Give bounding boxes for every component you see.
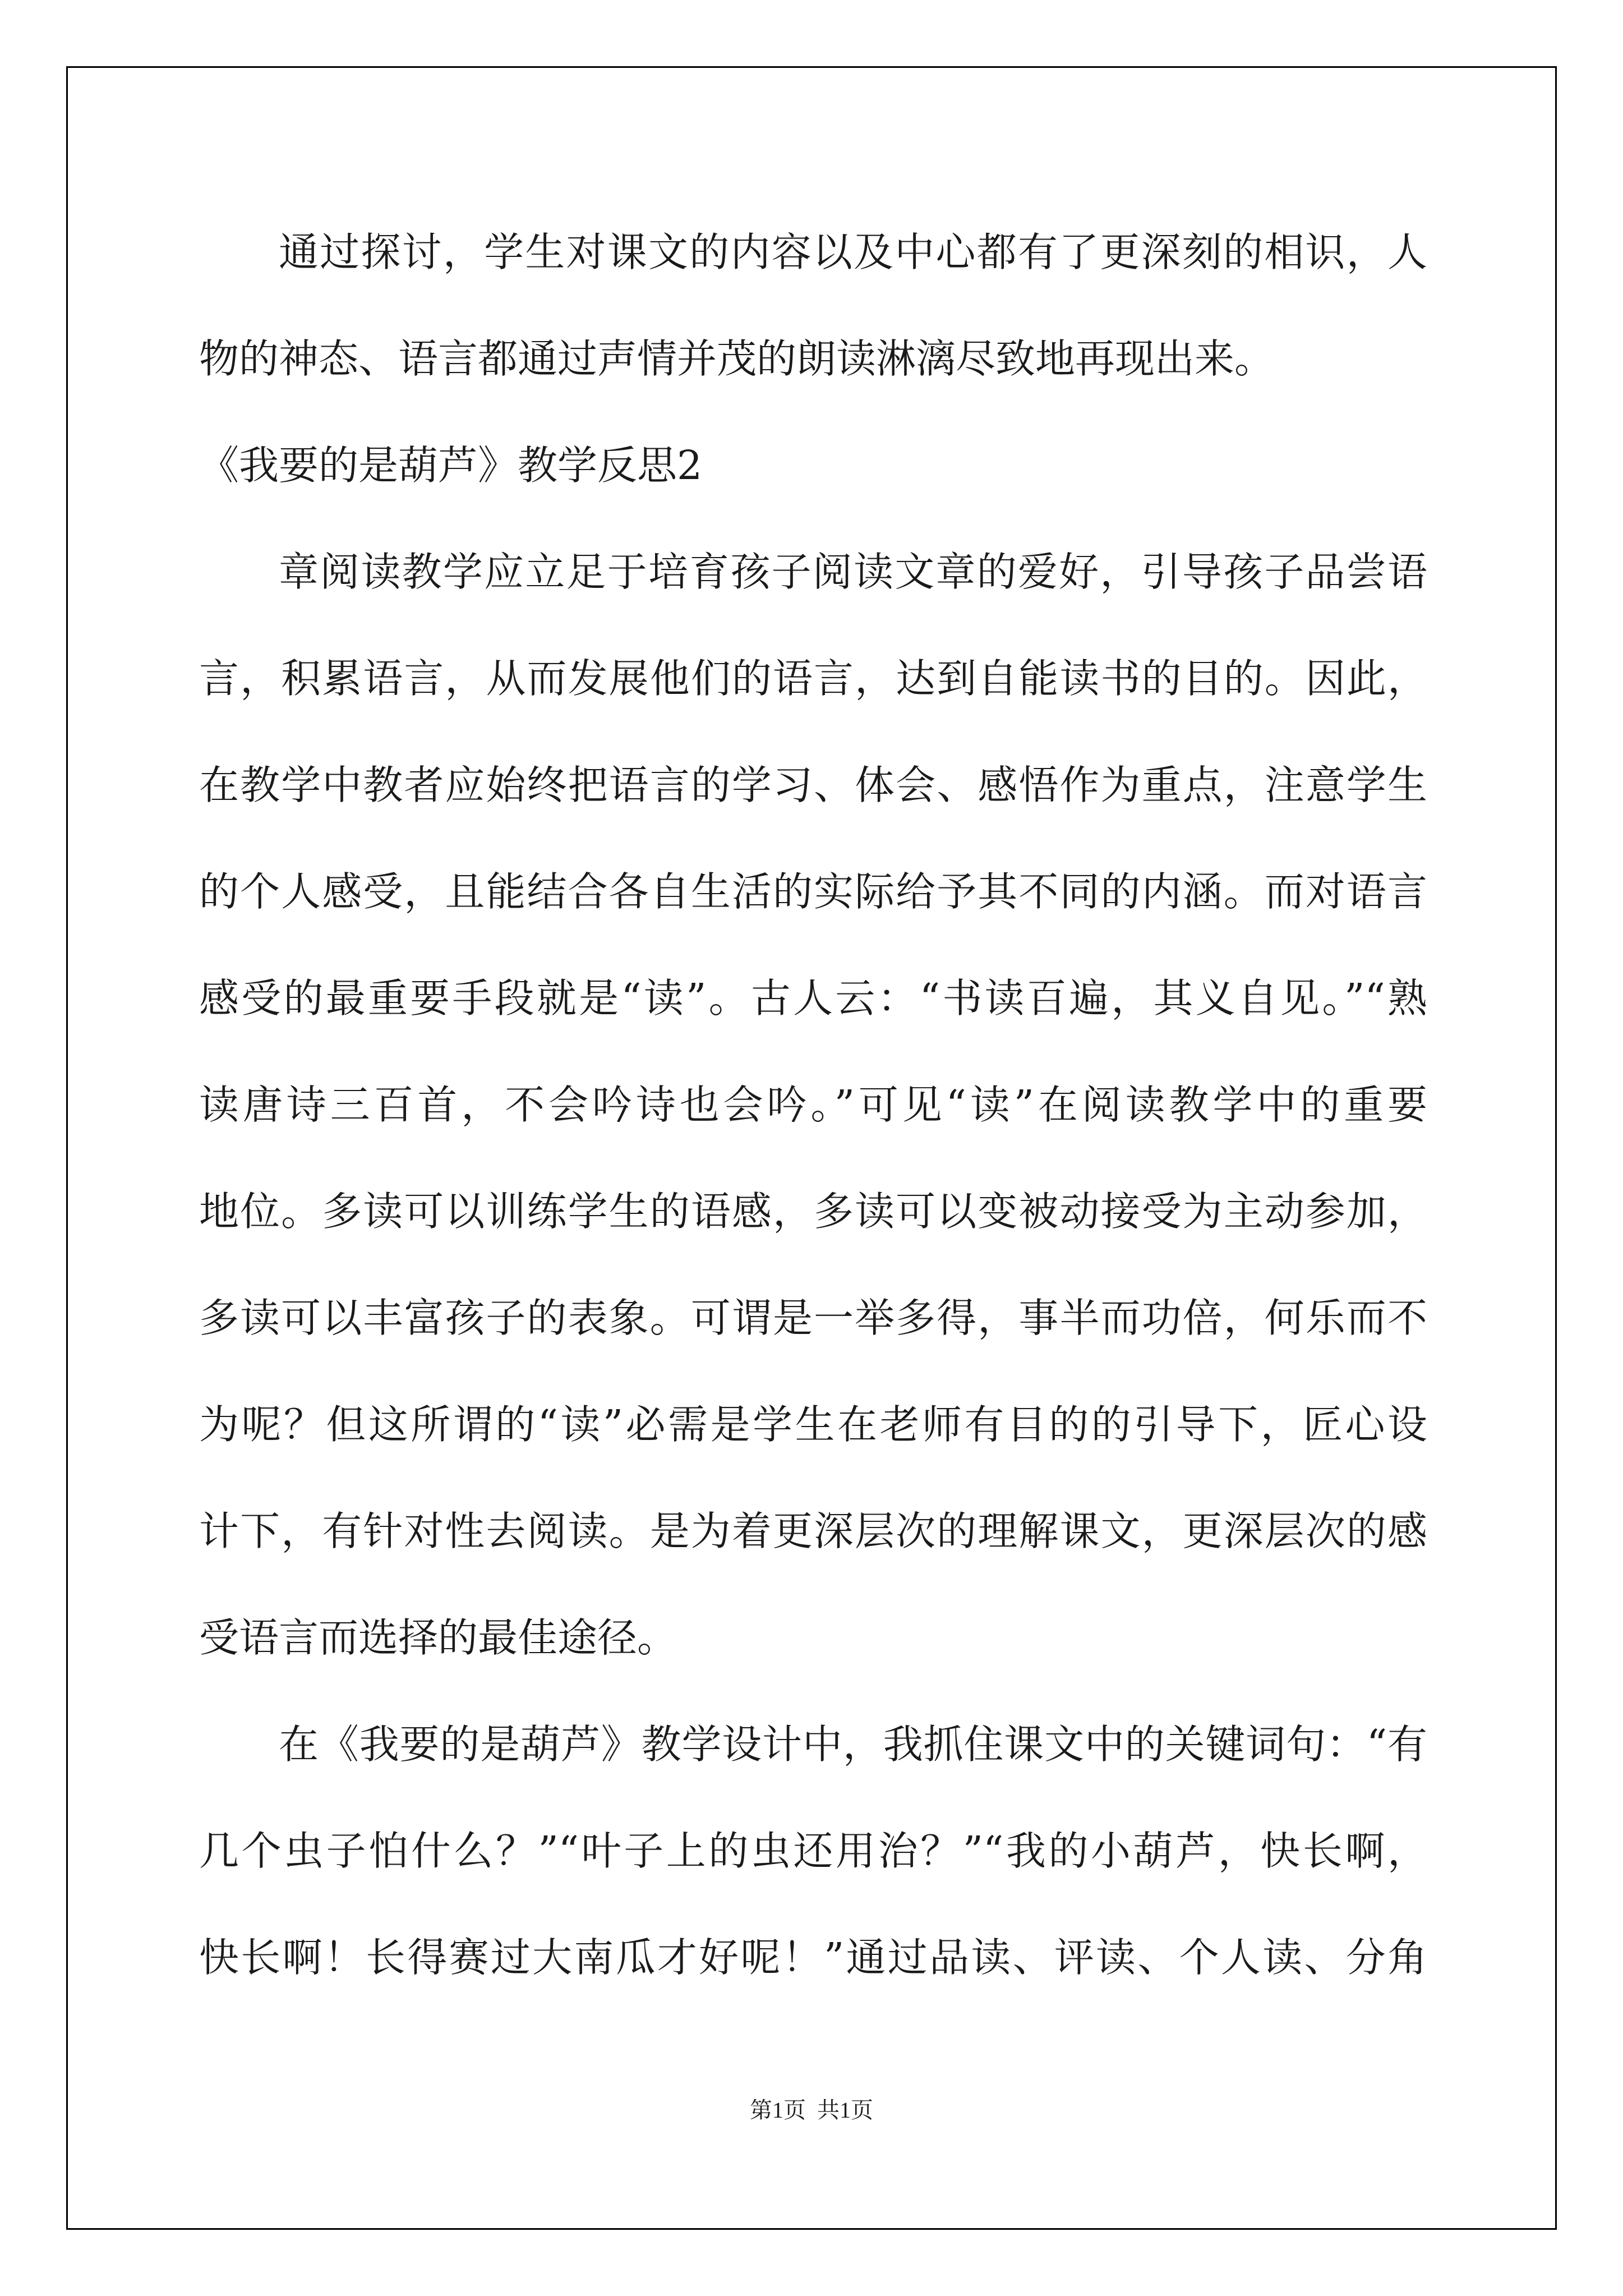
text-line: 章阅读教学应立足于培育孩子阅读文章的爱好，引导孩子品尝语 <box>279 549 1427 595</box>
text-line: 在《我要的是葫芦》教学设计中，我抓住课文中的关键词句：“有 <box>279 1721 1427 1768</box>
section-heading <box>199 412 1427 519</box>
paragraph <box>199 519 1427 1691</box>
text-line: 计下，有针对性去阅读。是为着更深层次的理解课文，更深层次的感 <box>199 1508 1427 1554</box>
text-line: 在教学中教者应始终把语言的学习、体会、感悟作为重点，注意学生 <box>199 762 1427 808</box>
paragraph <box>199 1691 1427 2011</box>
paragraph <box>199 199 1427 412</box>
text-line: 的个人感受，且能结合各自生活的实际给予其不同的内涵。而对语言 <box>199 868 1427 915</box>
page-footer: 第1页 共1页 <box>750 2097 873 2123</box>
text-line: 物的神态、语言都通过声情并茂的朗读淋漓尽致地再现出来。 <box>199 335 1275 382</box>
text-line: 读唐诗三百首，不会吟诗也会吟。”可见“读”在阅读教学中的重要 <box>199 1082 1427 1128</box>
text-line: 几个虫子怕什么？”“叶子上的虫还用治？”“我的小葫芦，快长啊， <box>199 1828 1427 1874</box>
text-line: 感受的最重要手段就是“读”。古人云：“书读百遍，其义自见。”“熟 <box>199 975 1427 1022</box>
text-line: 为呢？但这所谓的“读”必需是学生在老师有目的的引导下，匠心设 <box>199 1401 1427 1448</box>
body-text <box>199 199 1427 2011</box>
text-line: 受语言而选择的最佳途径。 <box>199 1614 677 1661</box>
text-line: 言，积累语言，从而发展他们的语言，达到自能读书的目的。因此， <box>199 655 1427 702</box>
text-line: 通过探讨，学生对课文的内容以及中心都有了更深刻的相识，人 <box>279 229 1427 275</box>
text-line: 地位。多读可以训练学生的语感，多读可以变被动接受为主动参加， <box>199 1188 1427 1235</box>
text-line: 多读可以丰富孩子的表象。可谓是一举多得，事半而功倍，何乐而不 <box>199 1295 1427 1341</box>
heading-line: 《我要的是葫芦》教学反思2 <box>199 442 703 489</box>
text-line: 快长啊！长得赛过大南瓜才好呢！”通过品读、评读、个人读、分角 <box>199 1934 1427 1981</box>
